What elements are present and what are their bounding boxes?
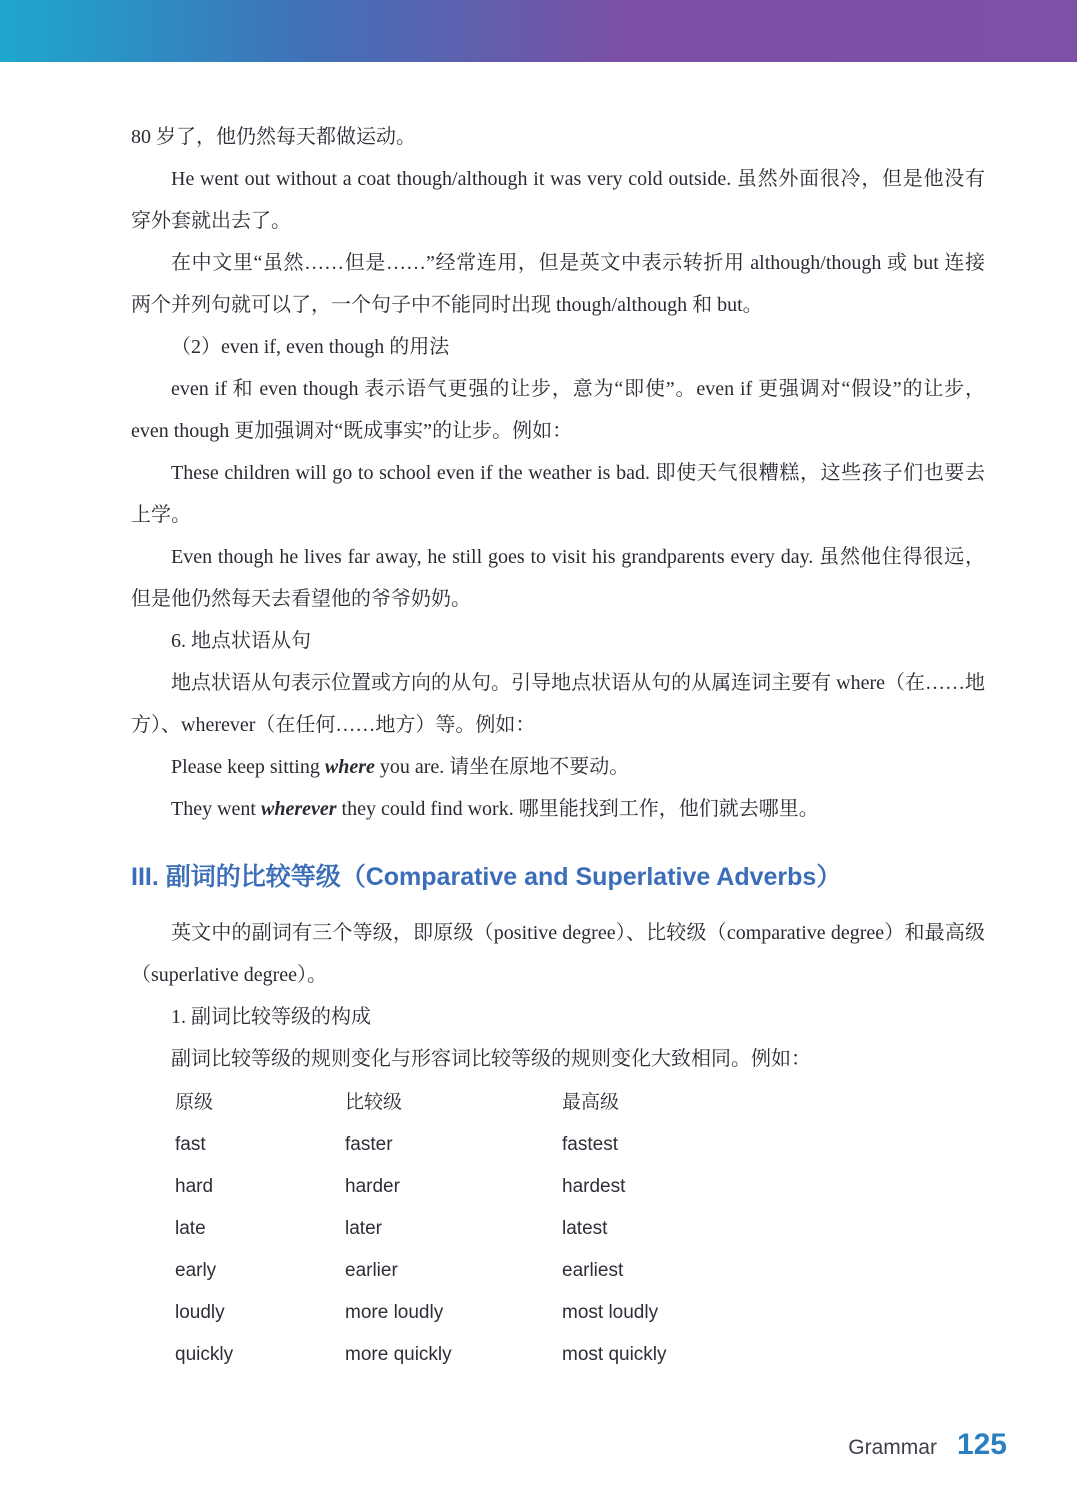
footer-section-label: Grammar	[848, 1436, 937, 1459]
example-sentence: He went out without a coat though/although it was very cold outside. 虽然外面很冷，但是他没有穿外套就出去了。	[131, 168, 985, 232]
table-cell: most loudly	[562, 1302, 659, 1323]
table-cell: latest	[562, 1218, 608, 1239]
page-content	[0, 62, 1077, 1376]
subsection-label: 1. 副词比较等级的构成	[171, 1006, 371, 1028]
keyword-emphasis: where	[324, 756, 375, 778]
section-heading: III. 副词的比较等级（Comparative and Superlative Adverbs）	[131, 863, 842, 891]
paragraph: 地点状语从句表示位置或方向的从句。引导地点状语从句的从属连词主要有 where（在……地方）、wherever（在任何……地方）等。例如：	[131, 672, 985, 736]
table-row	[175, 1124, 985, 1166]
table-cell: early	[175, 1260, 217, 1281]
table-cell: most quickly	[562, 1344, 667, 1365]
paragraph: even if 和 even though 表示语气更强的让步，意为“即使”。even if 更强调对“假设”的让步，even though 更加强调对“既成事实”的让步。例如：	[131, 378, 985, 442]
sentence-text: They went	[171, 798, 261, 820]
subsection-label: （2）even if, even though 的用法	[171, 336, 450, 358]
table-row	[175, 1208, 985, 1250]
column-header-comparative: 比较级	[345, 1092, 403, 1113]
table-cell: faster	[345, 1134, 393, 1155]
paragraph: 副词比较等级的规则变化与形容词比较等级的规则变化大致相同。例如：	[171, 1048, 811, 1070]
table-cell: fast	[175, 1134, 206, 1155]
example-sentence: These children will go to school even if the weather is bad. 即使天气很糟糕，这些孩子们也要去上学。	[131, 462, 985, 526]
table-row	[175, 1250, 985, 1292]
example-sentence: Even though he lives far away, he still goes to visit his grandparents every day. 虽然他住得很远，但是他仍然每天去看望他的爷爷奶奶。	[131, 546, 985, 610]
paragraph-continuation: 80 岁了，他仍然每天都做运动。	[131, 126, 416, 148]
table-cell: loudly	[175, 1302, 225, 1323]
page-footer	[848, 1428, 1007, 1462]
table-row	[175, 1292, 985, 1334]
table-cell: harder	[345, 1176, 400, 1197]
table-cell: earliest	[562, 1260, 624, 1281]
adverb-degrees-table	[175, 1082, 985, 1376]
table-row	[175, 1334, 985, 1376]
table-cell: later	[345, 1218, 382, 1239]
table-cell: more loudly	[345, 1302, 444, 1323]
table-cell: hardest	[562, 1176, 626, 1197]
table-cell: fastest	[562, 1134, 618, 1155]
table-row	[175, 1166, 985, 1208]
paragraph: 英文中的副词有三个等级，即原级（positive degree）、比较级（comparative degree）和最高级（superlative degree）。	[131, 922, 985, 986]
sentence-text: they could find work. 哪里能找到工作，他们就去哪里。	[336, 798, 819, 820]
column-header-positive: 原级	[175, 1092, 214, 1113]
sentence-text: Please keep sitting	[171, 756, 325, 778]
column-header-superlative: 最高级	[562, 1092, 620, 1113]
paragraph: 在中文里“虽然……但是……”经常连用，但是英文中表示转折用 although/though 或 but 连接两个并列句就可以了，一个句子中不能同时出现 though/although 和 but。	[131, 252, 985, 316]
table-cell: more quickly	[345, 1344, 452, 1365]
table-cell: hard	[175, 1176, 214, 1197]
example-sentence	[131, 788, 985, 830]
example-sentence	[131, 746, 985, 788]
keyword-emphasis: wherever	[260, 798, 337, 820]
header-gradient-bar	[0, 0, 1077, 62]
table-cell: quickly	[175, 1344, 234, 1365]
sentence-text: you are. 请坐在原地不要动。	[374, 756, 630, 778]
subsection-label: 6. 地点状语从句	[171, 630, 311, 652]
table-header-row	[175, 1082, 985, 1124]
table-cell: late	[175, 1218, 206, 1239]
page-number: 125	[956, 1428, 1007, 1461]
table-cell: earlier	[345, 1260, 398, 1281]
